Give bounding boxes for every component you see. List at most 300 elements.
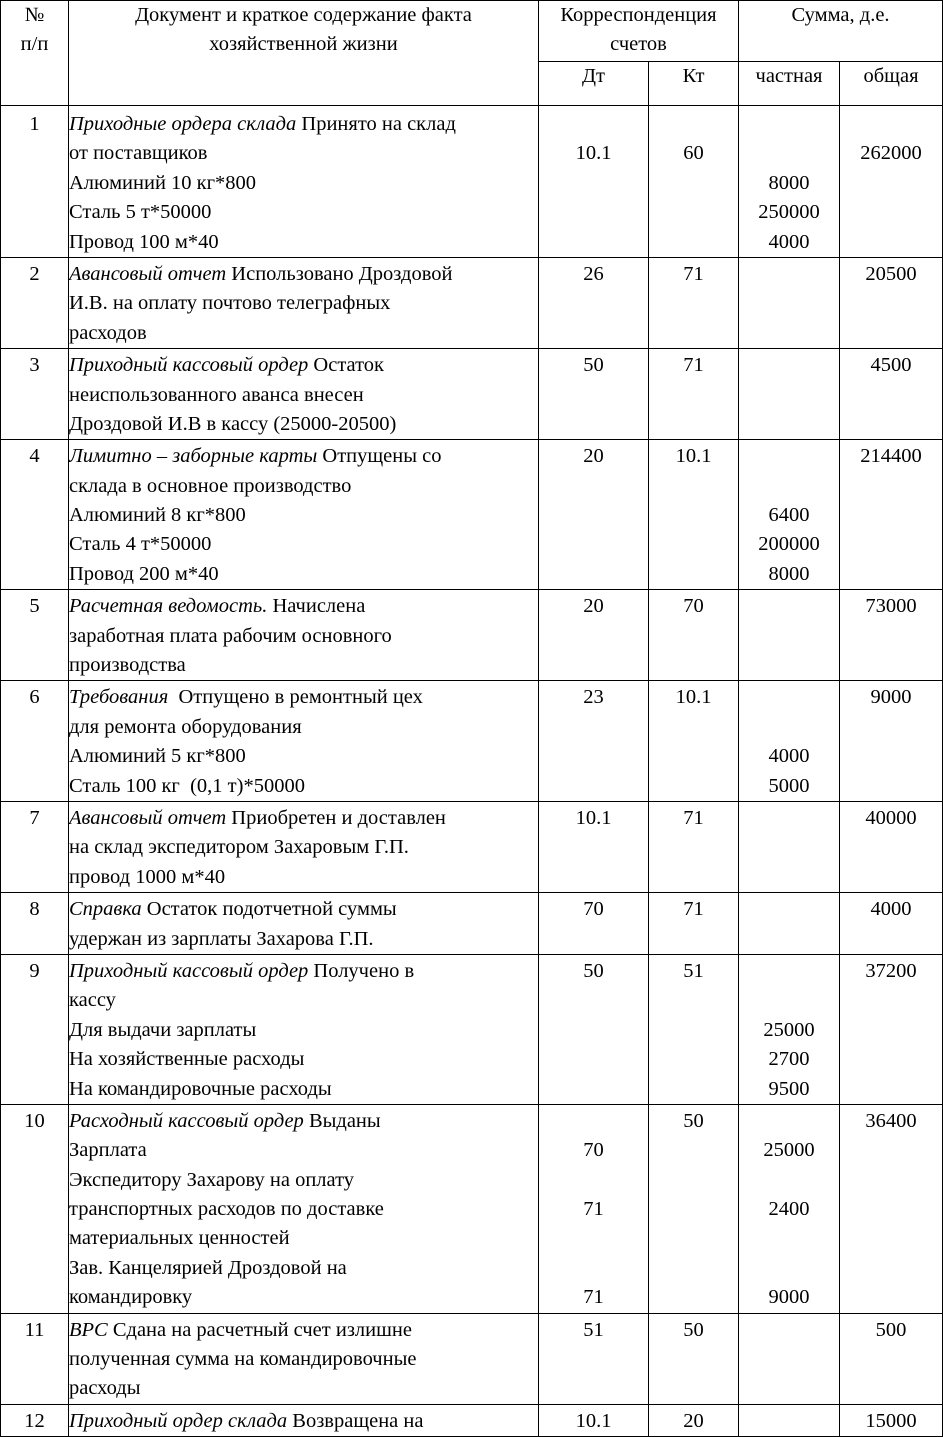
description-line <box>69 442 538 471</box>
row-number-cell <box>1 801 69 892</box>
debit-value <box>539 381 648 410</box>
row-number: 6 <box>29 686 40 709</box>
document-type: Авансовый отчет <box>69 806 227 829</box>
partial-sum-value <box>739 622 839 651</box>
description-line: Зав. Канцелярией Дроздовой на <box>69 1256 347 1279</box>
description-line: расходы <box>69 1377 141 1400</box>
header-total: общая <box>840 62 943 106</box>
credit-value <box>649 1075 738 1104</box>
credit-cell <box>649 349 739 440</box>
row-description-cell <box>69 106 539 258</box>
total-sum-value <box>840 986 942 1015</box>
debit-value: 50 <box>583 354 604 377</box>
total-sum-value <box>840 1224 942 1253</box>
partial-sum-value <box>739 319 839 348</box>
row-number: 2 <box>29 262 40 285</box>
total-sum-cell <box>840 1404 943 1436</box>
table-row <box>1 893 943 955</box>
debit-value <box>539 1107 648 1136</box>
total-sum-value <box>840 742 942 771</box>
description-text: Использовано Дроздовой <box>226 262 453 285</box>
credit-value: 10.1 <box>675 686 712 709</box>
partial-sum-value <box>739 833 839 862</box>
total-sum-value <box>840 381 942 410</box>
total-sum-value: 4000 <box>870 898 912 921</box>
row-description-cell <box>69 440 539 590</box>
total-sum-value <box>840 833 942 862</box>
debit-cell <box>539 1104 649 1313</box>
debit-cell <box>539 440 649 590</box>
description-line: Алюминий 10 кг*800 <box>69 171 257 194</box>
description-line: склада в основное производство <box>69 474 352 497</box>
description-line: кассу <box>69 989 116 1012</box>
description-text: Выданы <box>303 1109 381 1132</box>
credit-value <box>649 1224 738 1253</box>
credit-cell <box>649 681 739 802</box>
header-number-line2: п/п <box>20 33 49 55</box>
debit-value <box>539 986 648 1015</box>
partial-sum-value: 2700 <box>768 1048 810 1071</box>
partial-sum-value <box>739 1107 839 1136</box>
total-sum-value: 15000 <box>865 1409 917 1432</box>
row-description-cell <box>69 590 539 681</box>
debit-cell <box>539 681 649 802</box>
description-text: Сдана на расчетный счет излишне <box>107 1318 412 1341</box>
credit-value: 70 <box>683 595 704 618</box>
description-line: на склад экспедитором Захаровым Г.П. <box>69 836 409 859</box>
partial-sum-value: 8000 <box>768 171 810 194</box>
debit-value <box>539 501 648 530</box>
description-text: Принято на склад <box>296 113 456 135</box>
document-type: Приходный кассовый ордер <box>69 354 309 377</box>
description-text: Остаток подотчетной суммы <box>141 898 397 921</box>
partial-sum-value <box>739 1316 839 1345</box>
partial-sum-cell <box>739 590 840 681</box>
description-line <box>69 1407 538 1436</box>
credit-value <box>649 1045 738 1074</box>
credit-value <box>649 1136 738 1165</box>
debit-cell <box>539 954 649 1104</box>
document-type: Приходный ордер склада <box>69 1409 288 1432</box>
total-sum-value <box>840 1254 942 1283</box>
partial-sum-value <box>739 110 839 139</box>
credit-value <box>649 1016 738 1045</box>
total-sum-value <box>840 1195 942 1224</box>
credit-value: 71 <box>683 898 704 921</box>
credit-value: 71 <box>683 262 704 285</box>
header-number <box>1 1 69 106</box>
table-row <box>1 590 943 681</box>
debit-value: 70 <box>583 1139 604 1162</box>
debit-value: 50 <box>583 959 604 982</box>
description-line: Алюминий 8 кг*800 <box>69 504 246 527</box>
partial-sum-value <box>739 713 839 742</box>
credit-value <box>649 530 738 559</box>
debit-value <box>539 530 648 559</box>
table-row <box>1 1404 943 1436</box>
credit-cell <box>649 1313 739 1404</box>
credit-value <box>649 986 738 1015</box>
partial-sum-value <box>739 925 839 954</box>
debit-cell <box>539 349 649 440</box>
total-sum-value: 40000 <box>865 806 917 829</box>
credit-cell <box>649 801 739 892</box>
total-sum-value <box>840 110 942 139</box>
total-sum-value <box>840 530 942 559</box>
total-sum-value: 20500 <box>865 262 917 285</box>
credit-value <box>649 772 738 801</box>
credit-value <box>649 622 738 651</box>
row-description-cell <box>69 893 539 955</box>
debit-value: 71 <box>583 1286 604 1309</box>
description-line <box>69 683 538 712</box>
total-sum-cell <box>840 1104 943 1313</box>
row-number-cell <box>1 893 69 955</box>
header-credit: Кт <box>649 62 739 106</box>
description-line: Для выдачи зарплаты <box>69 1018 257 1041</box>
document-type: Авансовый отчет <box>69 262 227 285</box>
description-line: для ремонта оборудования <box>69 715 302 738</box>
document-type: Требования <box>69 686 169 709</box>
debit-value: 71 <box>583 1198 604 1221</box>
total-sum-value <box>840 560 942 589</box>
table-row <box>1 257 943 348</box>
debit-cell <box>539 106 649 258</box>
header-description-line2: хозяйственной жизни <box>209 33 398 55</box>
row-description-cell <box>69 1104 539 1313</box>
credit-value <box>649 381 738 410</box>
description-line: от поставщиков <box>69 142 208 165</box>
total-sum-value <box>840 198 942 227</box>
table-row <box>1 440 943 590</box>
total-sum-value: 9000 <box>870 686 912 709</box>
debit-value <box>539 110 648 139</box>
document-type: Приходный кассовый ордер <box>69 959 309 982</box>
credit-value <box>649 925 738 954</box>
debit-value <box>539 1045 648 1074</box>
total-sum-value <box>840 319 942 348</box>
debit-value <box>539 228 648 257</box>
description-line: Сталь 100 кг (0,1 т)*50000 <box>69 774 305 797</box>
row-number-cell <box>1 1104 69 1313</box>
debit-value <box>539 713 648 742</box>
debit-value <box>539 1254 648 1283</box>
debit-value <box>539 833 648 862</box>
row-number: 9 <box>29 959 40 982</box>
total-sum-value: 4500 <box>870 354 912 377</box>
debit-cell <box>539 1313 649 1404</box>
description-line <box>69 260 538 289</box>
description-text: Приобретен и доставлен <box>226 806 446 829</box>
partial-sum-cell <box>739 440 840 590</box>
partial-sum-value <box>739 351 839 380</box>
partial-sum-value <box>739 683 839 712</box>
row-description-cell <box>69 349 539 440</box>
total-sum-cell <box>840 893 943 955</box>
table-row <box>1 681 943 802</box>
partial-sum-value <box>739 863 839 892</box>
total-sum-value <box>840 1166 942 1195</box>
description-line <box>69 895 538 924</box>
partial-sum-value <box>739 957 839 986</box>
description-text: Отпущены со <box>317 445 442 468</box>
header-partial: частная <box>739 62 840 106</box>
table-row <box>1 954 943 1104</box>
credit-cell <box>649 1404 739 1436</box>
description-line: полученная сумма на командировочные <box>69 1348 417 1371</box>
description-line <box>69 1316 538 1345</box>
debit-value: 10.1 <box>575 142 612 165</box>
debit-value: 51 <box>583 1318 604 1341</box>
header-correspondence <box>539 1 739 62</box>
debit-value <box>539 1345 648 1374</box>
partial-sum-value: 25000 <box>763 1139 815 1162</box>
partial-sum-value: 250000 <box>758 201 820 224</box>
total-sum-value: 214400 <box>860 445 922 468</box>
total-sum-value <box>840 772 942 801</box>
partial-sum-cell <box>739 257 840 348</box>
partial-sum-value <box>739 442 839 471</box>
credit-value <box>649 863 738 892</box>
description-line: материальных ценностей <box>69 1227 290 1250</box>
debit-value: 20 <box>583 595 604 618</box>
partial-sum-value <box>739 260 839 289</box>
debit-value: 20 <box>583 445 604 468</box>
debit-value <box>539 742 648 771</box>
credit-value <box>649 110 738 139</box>
debit-value <box>539 1016 648 1045</box>
row-number-cell <box>1 1313 69 1404</box>
credit-value <box>649 833 738 862</box>
total-sum-value: 36400 <box>865 1109 917 1132</box>
credit-value <box>649 410 738 439</box>
row-number: 10 <box>24 1109 45 1132</box>
table-row <box>1 1104 943 1313</box>
credit-value: 51 <box>683 959 704 982</box>
partial-sum-value: 4000 <box>768 745 810 768</box>
partial-sum-cell <box>739 349 840 440</box>
credit-value <box>649 319 738 348</box>
debit-value <box>539 319 648 348</box>
credit-cell <box>649 590 739 681</box>
total-sum-cell <box>840 954 943 1104</box>
partial-sum-value: 200000 <box>758 533 820 556</box>
partial-sum-value: 2400 <box>768 1198 810 1221</box>
row-description-cell <box>69 681 539 802</box>
credit-value <box>649 742 738 771</box>
total-sum-value <box>840 472 942 501</box>
partial-sum-cell <box>739 681 840 802</box>
row-number: 8 <box>29 898 40 921</box>
table-row <box>1 1313 943 1404</box>
debit-cell <box>539 257 649 348</box>
header-number-line1: № <box>24 4 45 26</box>
credit-value <box>649 1195 738 1224</box>
description-text: Отпущено в ремонтный цех <box>168 686 423 709</box>
total-sum-value <box>840 1045 942 1074</box>
total-sum-cell <box>840 440 943 590</box>
credit-value <box>649 1345 738 1374</box>
credit-cell <box>649 1104 739 1313</box>
description-line: Зарплата <box>69 1139 147 1162</box>
description-line: расходов <box>69 321 147 344</box>
row-description-cell <box>69 954 539 1104</box>
partial-sum-value <box>739 289 839 318</box>
partial-sum-value <box>739 895 839 924</box>
partial-sum-value <box>739 804 839 833</box>
partial-sum-value <box>739 1345 839 1374</box>
credit-value <box>649 560 738 589</box>
row-number-cell <box>1 440 69 590</box>
description-line <box>69 804 538 833</box>
header-sum <box>739 1 943 62</box>
credit-value: 50 <box>683 1318 704 1341</box>
description-line: На хозяйственные расходы <box>69 1048 305 1071</box>
total-sum-value: 262000 <box>860 142 922 165</box>
description-line: Дроздовой И.В в кассу (25000-20500) <box>69 412 397 435</box>
credit-value: 50 <box>683 1109 704 1132</box>
description-line: Сталь 4 т*50000 <box>69 533 212 556</box>
total-sum-value <box>840 622 942 651</box>
table-row <box>1 801 943 892</box>
partial-sum-value: 4000 <box>768 230 810 253</box>
row-number: 12 <box>24 1409 45 1432</box>
row-number: 1 <box>29 113 40 135</box>
credit-cell <box>649 257 739 348</box>
partial-sum-value <box>739 986 839 1015</box>
debit-cell <box>539 801 649 892</box>
debit-value <box>539 863 648 892</box>
total-sum-value <box>840 863 942 892</box>
total-sum-value <box>840 925 942 954</box>
document-type: Расходный кассовый ордер <box>69 1109 304 1132</box>
partial-sum-value <box>739 1166 839 1195</box>
description-line: транспортных расходов по доставке <box>69 1198 384 1221</box>
partial-sum-value: 9000 <box>768 1286 810 1309</box>
credit-value: 60 <box>683 142 704 165</box>
debit-value <box>539 289 648 318</box>
credit-value <box>649 1166 738 1195</box>
credit-value <box>649 289 738 318</box>
credit-value <box>649 228 738 257</box>
total-sum-cell <box>840 801 943 892</box>
debit-value: 10.1 <box>575 806 612 829</box>
debit-value <box>539 560 648 589</box>
total-sum-cell <box>840 681 943 802</box>
table-row <box>1 349 943 440</box>
header-description <box>69 1 539 106</box>
total-sum-cell <box>840 590 943 681</box>
credit-value: 10.1 <box>675 445 712 468</box>
description-line <box>69 957 538 986</box>
total-sum-value <box>840 228 942 257</box>
debit-value: 23 <box>583 686 604 709</box>
total-sum-value: 500 <box>875 1318 907 1341</box>
total-sum-value <box>840 289 942 318</box>
partial-sum-value <box>739 139 839 168</box>
total-sum-value <box>840 1283 942 1312</box>
partial-sum-value <box>739 1254 839 1283</box>
total-sum-value <box>840 1075 942 1104</box>
debit-value <box>539 1166 648 1195</box>
total-sum-cell <box>840 1313 943 1404</box>
total-sum-value: 37200 <box>865 959 917 982</box>
description-line: неиспользованного аванса внесен <box>69 383 364 406</box>
row-number: 7 <box>29 806 40 829</box>
description-line: производства <box>69 654 186 677</box>
header-sum-label: Сумма, д.е. <box>791 4 890 26</box>
description-text: Остаток <box>308 354 385 377</box>
row-number-cell <box>1 349 69 440</box>
partial-sum-cell <box>739 1404 840 1436</box>
document-type: Расчетная ведомость. <box>69 595 268 618</box>
debit-value <box>539 1374 648 1403</box>
description-line: На командировочные расходы <box>69 1077 332 1100</box>
description-line: командировку <box>69 1286 193 1309</box>
document-type: Справка <box>69 898 142 921</box>
partial-sum-value <box>739 381 839 410</box>
description-text: Начислена <box>267 595 366 618</box>
credit-value: 71 <box>683 806 704 829</box>
document-type: ВРС <box>69 1318 108 1341</box>
row-number-cell <box>1 257 69 348</box>
total-sum-value <box>840 1136 942 1165</box>
description-line: Экспедитору Захарову на оплату <box>69 1168 355 1191</box>
total-sum-value <box>840 501 942 530</box>
description-line: Сталь 5 т*50000 <box>69 201 212 224</box>
partial-sum-value: 6400 <box>768 504 810 527</box>
debit-value: 26 <box>583 262 604 285</box>
debit-value <box>539 1224 648 1253</box>
total-sum-value <box>840 713 942 742</box>
partial-sum-value <box>739 410 839 439</box>
partial-sum-value <box>739 1374 839 1403</box>
description-line: Провод 200 м*40 <box>69 562 219 585</box>
partial-sum-value: 25000 <box>763 1018 815 1041</box>
description-line: Провод 100 м*40 <box>69 230 219 253</box>
total-sum-value: 73000 <box>865 595 917 618</box>
credit-value <box>649 713 738 742</box>
debit-cell <box>539 590 649 681</box>
description-line: И.В. на оплату почтово телеграфных <box>69 292 391 315</box>
credit-cell <box>649 106 739 258</box>
partial-sum-value <box>739 472 839 501</box>
row-description-cell <box>69 257 539 348</box>
partial-sum-cell <box>739 106 840 258</box>
description-line: удержан из зарплаты Захарова Г.П. <box>69 927 374 950</box>
partial-sum-value <box>739 1224 839 1253</box>
debit-value <box>539 622 648 651</box>
credit-value <box>649 1283 738 1312</box>
total-sum-value <box>840 410 942 439</box>
partial-sum-value <box>739 592 839 621</box>
credit-value: 20 <box>683 1409 704 1432</box>
debit-value: 10.1 <box>575 1409 612 1432</box>
credit-value <box>649 1374 738 1403</box>
debit-cell <box>539 893 649 955</box>
row-number-cell <box>1 954 69 1104</box>
document-type: Приходные ордера склада <box>69 113 297 135</box>
partial-sum-value <box>739 1407 839 1436</box>
total-sum-value <box>840 1016 942 1045</box>
credit-value <box>649 169 738 198</box>
description-line: Алюминий 5 кг*800 <box>69 745 246 768</box>
debit-value <box>539 925 648 954</box>
total-sum-cell <box>840 349 943 440</box>
total-sum-value <box>840 1374 942 1403</box>
debit-value <box>539 410 648 439</box>
header-description-line1: Документ и краткое содержание факта <box>135 4 472 26</box>
